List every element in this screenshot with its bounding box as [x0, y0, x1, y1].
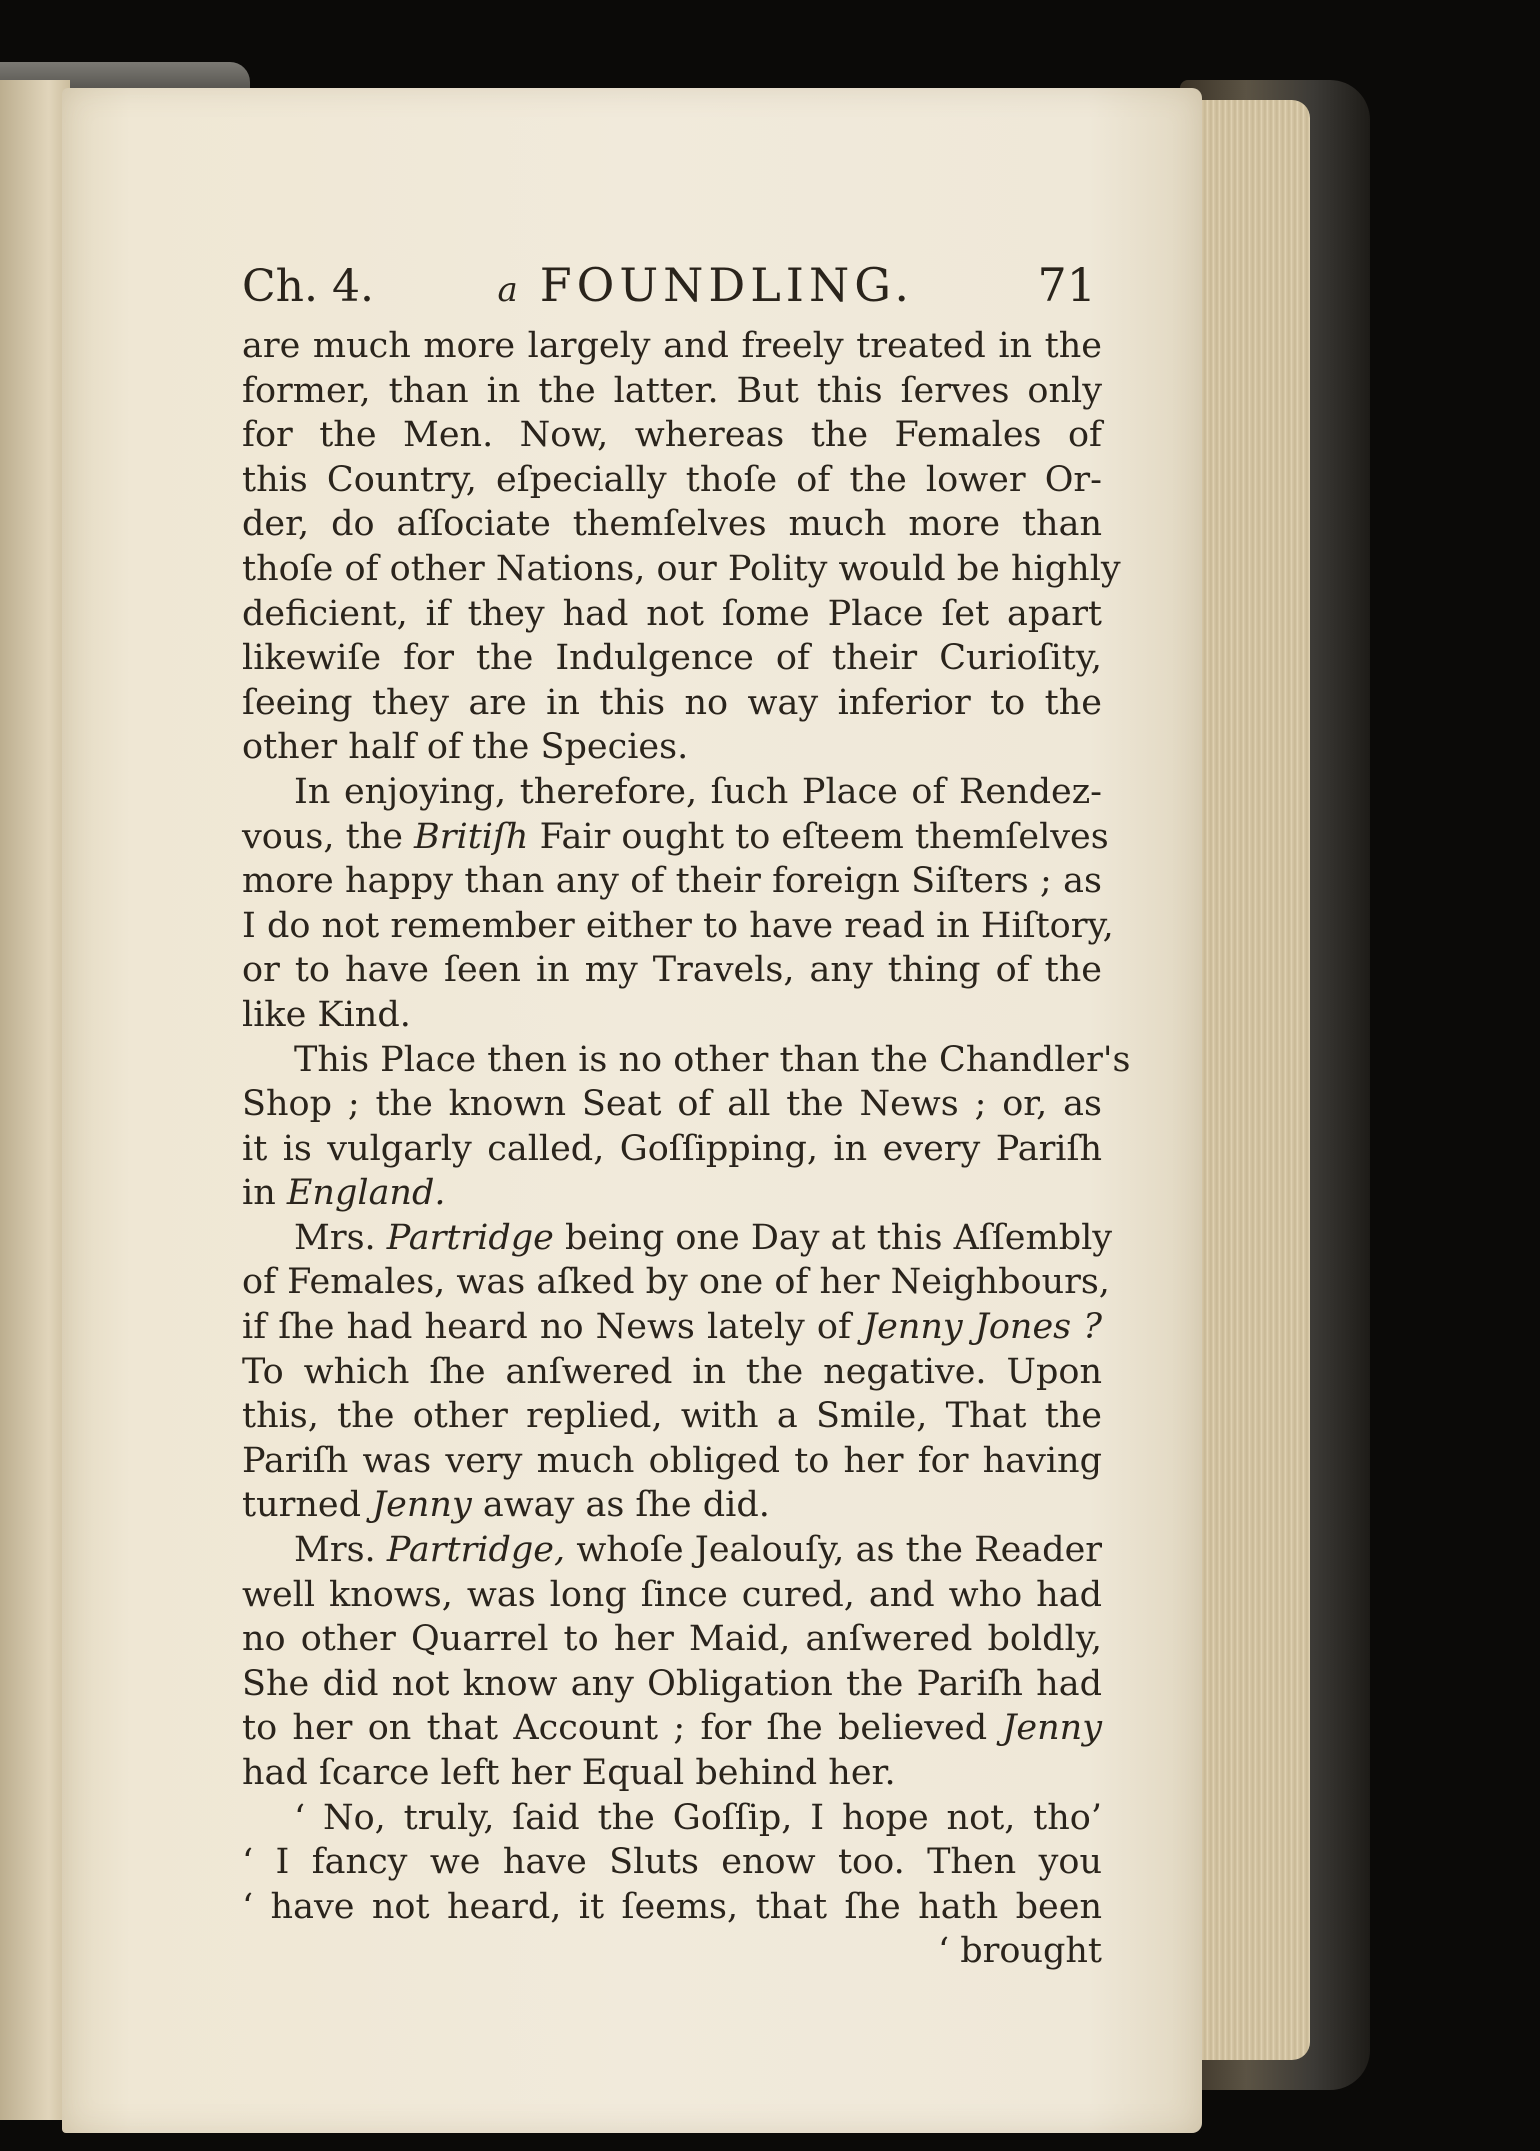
text-line: I do not remember either to have read in Hiſtory,: [242, 905, 1114, 946]
text-line: [242, 1216, 1113, 1261]
italic-run: Partridge: [386, 1217, 554, 1258]
text-run: Mrs.: [294, 1530, 387, 1571]
text-run: Mrs.: [294, 1217, 387, 1258]
text-run: whoſe Jealouſy, as the Reader: [565, 1530, 1103, 1571]
text-line: well knows, was long ſince cured, and who had: [242, 1574, 1102, 1615]
text-line: der, do aſſociate themſelves much more than: [242, 504, 1102, 545]
text-run: to her on that Account ; for ſhe believed: [242, 1708, 1003, 1749]
text-run: being one Day at this Aſſembly: [553, 1217, 1113, 1258]
text-line: more happy than any of their foreign Siſters ; as: [242, 861, 1102, 902]
running-title: [497, 258, 914, 312]
text-line: To which ſhe anſwered in the negative. Upon: [242, 1351, 1102, 1392]
title-text: FOUNDLING.: [539, 258, 914, 312]
italic-run: Jenny: [1002, 1708, 1102, 1749]
text-line: former, than in the latter. But this ſerves only: [242, 370, 1102, 411]
text-line: ſeeing they are in this no way inferior to the: [242, 682, 1102, 723]
book-page: [62, 88, 1202, 2133]
text-line: In enjoying, therefore, ſuch Place of Rendez-: [294, 771, 1102, 812]
text-run: if ſhe had heard no News lately of: [242, 1307, 864, 1348]
text-line: this Country, eſpecially thoſe of the lower Or-: [242, 459, 1102, 500]
text-line: like Kind.: [242, 994, 411, 1035]
text-line: ‘ No, truly, ſaid the Goſſip, I hope not, tho’: [294, 1797, 1102, 1838]
text-line: for the Men. Now, whereas the Females of: [242, 415, 1102, 456]
text-line: this, the other replied, with a Smile, That the: [242, 1396, 1102, 1437]
facing-page-edge: [0, 80, 70, 2120]
text-line: Shop ; the known Seat of all the News ; or, as: [242, 1084, 1102, 1125]
text-line: [242, 1171, 1102, 1216]
running-header: [242, 258, 1102, 324]
text-line: or to have ſeen in my Travels, any thing of the: [242, 950, 1102, 991]
text-line: ‘ have not heard, it ſeems, that ſhe hath been: [242, 1886, 1102, 1927]
page-text: [242, 258, 1131, 1974]
title-prefix: a: [497, 270, 518, 310]
text-run: away as ſhe did.: [471, 1485, 770, 1526]
text-line: She did not know any Obligation the Pariſh had: [242, 1663, 1102, 1704]
text-line: other half of the Species.: [242, 727, 689, 768]
text-line: deficient, if they had not ſome Place ſet apart: [242, 593, 1102, 634]
text-line: Pariſh was very much obliged to her for having: [242, 1440, 1102, 1481]
text-line: [242, 1305, 1102, 1350]
text-run: vous, the: [242, 816, 415, 857]
text-line: thoſe of other Nations, our Polity would be highly: [242, 548, 1121, 589]
text-line: likewiſe for the Indulgence of their Curioſity,: [242, 638, 1102, 679]
italic-run: Partridge,: [386, 1530, 566, 1571]
text-line: [242, 1528, 1102, 1573]
text-line: [242, 815, 1109, 860]
text-run: Fair ought to eſteem themſelves: [528, 816, 1109, 857]
italic-run: England.: [286, 1173, 446, 1214]
italic-run: Jenny: [372, 1485, 472, 1526]
page-number: 71: [1037, 258, 1096, 312]
text-line: [242, 1483, 1102, 1528]
text-line: had ſcarce left her Equal behind her.: [242, 1753, 896, 1793]
text-line: are much more largely and freely treated in the: [242, 326, 1102, 366]
text-line: no other Quarrel to her Maid, anſwered boldly,: [242, 1619, 1102, 1660]
italic-run: Britiſh: [414, 816, 529, 857]
italic-run: Jenny Jones ?: [863, 1307, 1102, 1348]
text-line: ‘ I fancy we have Sluts enow too. Then you: [242, 1842, 1102, 1883]
text-line: of Females, was aſked by one of her Neighbours,: [242, 1262, 1110, 1303]
page-edges: [1190, 100, 1310, 2060]
text-run: in: [242, 1173, 287, 1214]
catchword: ‘ brought: [937, 1931, 1102, 1972]
text-run: turned: [242, 1485, 373, 1526]
text-line: [242, 1706, 1102, 1751]
chapter-label: Ch. 4.: [242, 261, 374, 312]
text-line: it is vulgarly called, Goſſipping, in every Pariſh: [242, 1128, 1102, 1169]
text-line: This Place then is no other than the Chandler's: [294, 1039, 1131, 1080]
